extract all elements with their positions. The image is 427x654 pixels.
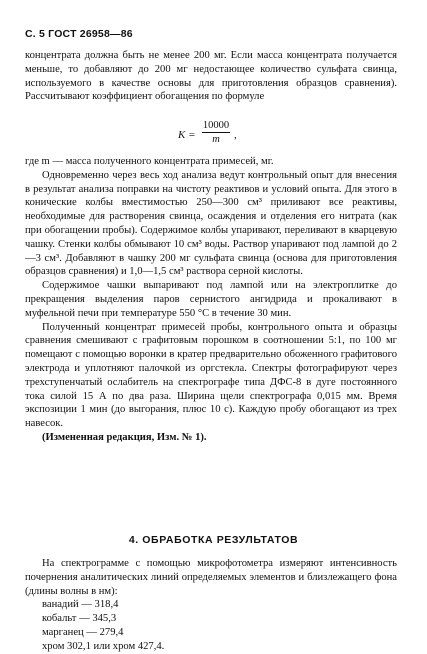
list-item: марганец — 279,4 — [42, 626, 124, 638]
formula-numerator: 10000 — [202, 120, 230, 131]
amendment-note: (Измененная редакция, Изм. № 1). — [42, 431, 207, 443]
list-item: ванадий — 318,4 — [42, 599, 119, 611]
formula-lhs: K = — [178, 129, 196, 141]
intro-text: концентрата должна быть не менее 200 мг. Если масса концентрата получается меньше, то добавляют до 200 мг недостающее количество сульфата свинца, используемого в качестве основы для приготовления образцов сравнения). Рассчитывают коэффициент обогащения по формуле — [25, 50, 397, 103]
results-paragraph: На спектрограмме с помощью микрофотометра измеряют интенсивность почернения аналитических линий определяемых элементов и близлежащего фона (длины волны в нм): — [25, 558, 397, 597]
control-experiment-paragraph: Одновременно через весь ход анализа ведут контрольный опыт для внесения в результат анализа поправки на чистоту реактивов и условий опыта. Для этого в конические колбы вместимостью 250—300 см³ приливают все реактивы, необходимые для растворения свинца, осаждения и отделения его нитрата (как при обогащении пробы). Содержимое колбы упаривают, переливают в кварцевую чашку. Стенки колбы обмывают 10 см³ воды. Раствор упаривают под лампой до 2—3 см³. Добавляют в чашку 200 мг сульфата свинца (основа для приготовления образцов сравнения) и 1,0—1,5 см³ раствора серной кислоты. — [25, 169, 397, 278]
list-item: кобальт — 345,3 — [42, 613, 117, 625]
where-clause: где m — масса полученного концентрата примесей, мг. — [25, 156, 274, 167]
wavelength-list — [25, 598, 397, 653]
formula-comma: , — [234, 129, 237, 141]
list-item: хром 302,1 или хром 427,4. — [42, 640, 165, 652]
enrichment-formula — [178, 118, 268, 154]
spectrography-paragraph: Полученный концентрат примесей пробы, контрольного опыта и образцы сравнения смешивают с графитовым порошком в соотношении 5:1, по 100 мг помещают с помощью воронки в кратер предварительно обоженного графитового электрода и уплотняют палочкой из оргстекла. Спектры фотографируют через трехступенчатый ослабитель на спектрографе типа ДФС-8 в дуге постоянного тока силой 15 А по два раза. Ширина щели спектрографа 0,015 мм. Время экспозиции 1 мин (до выгорания, плюс 10 с). Каждую пробу обогащают из трех навесок. — [25, 321, 397, 430]
section-heading: 4. ОБРАБОТКА РЕЗУЛЬТАТОВ — [128, 534, 299, 546]
intro-paragraph — [25, 49, 397, 104]
evaporation-paragraph: Содержимое чашки выпаривают под лампой или на электроплитке до прекращения выделения паров сернистого ангидрида и прокаливают в муфельной печи при температуре 550 °С в течение 30 мин. — [25, 280, 397, 319]
formula-fraction — [202, 120, 230, 145]
page-header: С. 5 ГОСТ 26958—86 — [25, 28, 133, 40]
body-text — [25, 155, 397, 445]
results-text — [25, 557, 397, 654]
formula-denominator: m — [212, 134, 220, 145]
